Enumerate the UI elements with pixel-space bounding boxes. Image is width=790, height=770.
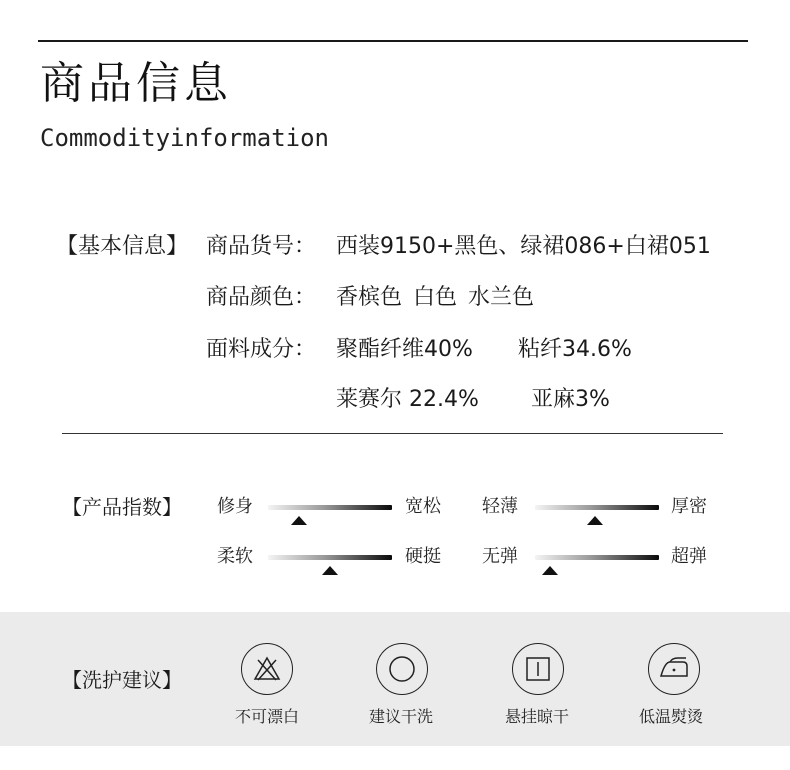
care-label-low-iron: 低温熨烫 xyxy=(639,707,704,726)
no-bleach-icon xyxy=(241,643,293,695)
scale-thickness-marker xyxy=(587,516,603,525)
scale-thickness-left-label: 轻薄 xyxy=(482,496,518,517)
scale-fit-right-label: 宽松 xyxy=(405,496,441,517)
scale-softness-right-label: 硬挺 xyxy=(405,546,441,567)
item-no-label: 商品货号： xyxy=(206,234,317,259)
scale-softness-marker xyxy=(322,566,338,575)
top-divider xyxy=(38,40,748,42)
scale-stretch-left-label: 无弹 xyxy=(482,546,518,567)
fabric-viscose: 粘纤34.6% xyxy=(518,337,632,362)
scale-fit-bar xyxy=(268,505,392,510)
care-label-hang-dry: 悬挂晾干 xyxy=(505,707,570,726)
scale-thickness-bar xyxy=(535,505,659,510)
color-value: 香槟色 白色 水兰色 xyxy=(336,285,534,310)
scale-softness-left-label: 柔软 xyxy=(217,546,253,567)
hang-dry-icon xyxy=(512,643,564,695)
scale-stretch-marker xyxy=(542,566,558,575)
dry-clean-icon xyxy=(376,643,428,695)
fabric-lyocell: 莱赛尔 22.4% xyxy=(336,387,479,412)
scale-fit-left-label: 修身 xyxy=(217,496,253,517)
scale-stretch-bar xyxy=(535,555,659,560)
care-heading: 【洗护建议】 xyxy=(62,668,182,692)
basic-info-heading: 【基本信息】 xyxy=(56,234,189,259)
product-index-heading: 【产品指数】 xyxy=(62,495,182,519)
care-label-dry-clean: 建议干洗 xyxy=(369,707,434,726)
item-no-value: 西装9150+黑色、绿裙086+白裙051 xyxy=(336,234,711,259)
page-title: 商品信息 xyxy=(40,58,232,109)
scale-stretch-right-label: 超弹 xyxy=(671,546,707,567)
section-divider xyxy=(62,433,723,434)
fabric-polyester: 聚酯纤维40% xyxy=(336,337,473,362)
fabric-linen: 亚麻3% xyxy=(531,387,610,412)
scale-softness-bar xyxy=(268,555,392,560)
care-label-no-bleach: 不可漂白 xyxy=(235,707,300,726)
scale-thickness-right-label: 厚密 xyxy=(671,496,707,517)
page-subtitle: Commodityinformation xyxy=(40,124,329,152)
low-iron-icon xyxy=(648,643,700,695)
scale-fit-marker xyxy=(291,516,307,525)
fabric-label: 面料成分： xyxy=(206,337,317,362)
color-label: 商品颜色： xyxy=(206,285,317,310)
